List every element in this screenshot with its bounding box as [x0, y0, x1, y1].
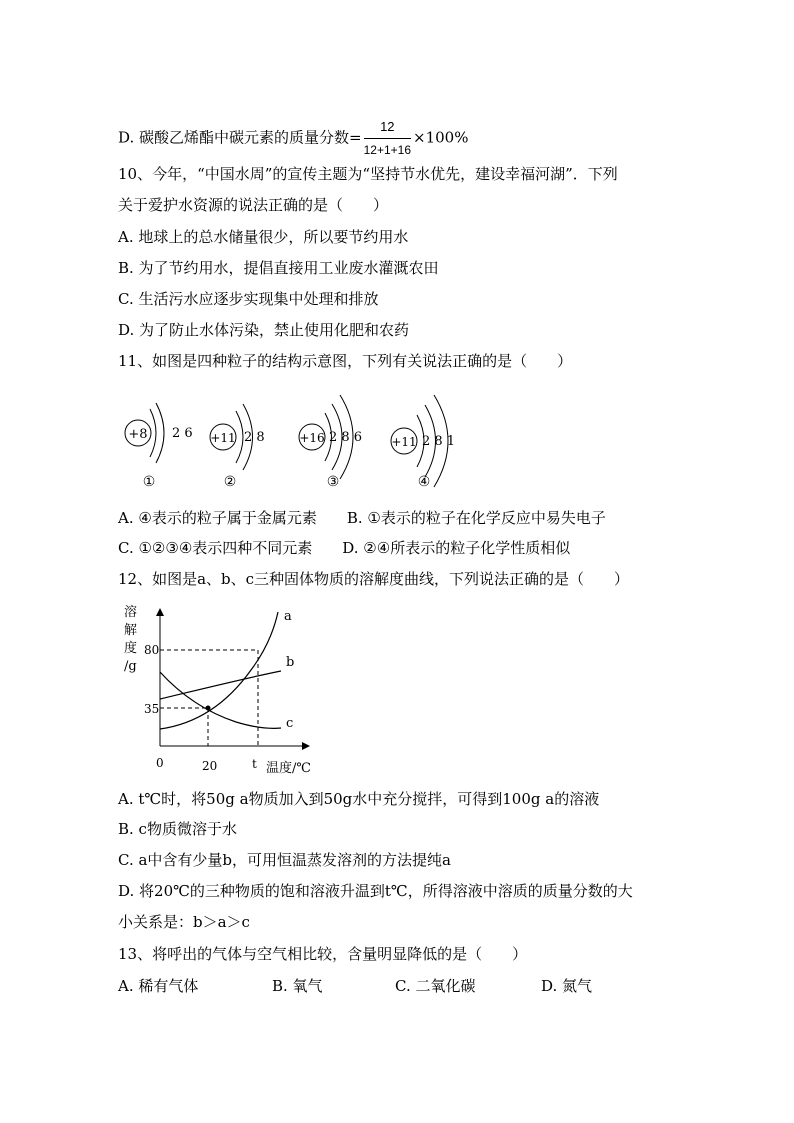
q12-option-c: C. a中含有少量b，可用恒温蒸发溶剂的方法提纯a [118, 851, 451, 869]
y-axis-label-4: /g [124, 659, 137, 674]
q13-stem: 13、将呼出的气体与空气相比较，含量明显降低的是（ ） [118, 945, 528, 963]
q10-option-c: C. 生活污水应逐步实现集中处理和排放 [118, 290, 379, 308]
fraction-denominator: 12+1+16 [363, 143, 411, 157]
q10-stem-line2: 关于爱护水资源的说法正确的是（ ） [118, 196, 389, 214]
intersection-point [206, 706, 211, 711]
particle-1-label: ① [142, 474, 156, 490]
particle-4-label: ④ [417, 474, 431, 490]
x-tick-t: t [252, 757, 257, 771]
q10-option-b: B. 为了节约用水，提倡直接用工业废水灌溉农田 [118, 259, 439, 277]
q11-stem: 11、如图是四种粒子的结构示意图，下列有关说法正确的是（ ） [118, 352, 573, 370]
y-axis-label-2: 解 [124, 623, 138, 638]
particle-2-nucleus: +11 [210, 431, 236, 445]
x-tick-0: 0 [156, 756, 164, 770]
particle-1-shells: 2 6 [172, 426, 193, 441]
particle-3-shells: 2 8 6 [329, 430, 363, 445]
particle-2-label: ② [223, 474, 237, 490]
q12-option-a: A. t℃时，将50g a物质加入到50g水中充分搅拌，可得到100g a的溶液 [118, 790, 600, 808]
q13-option-c: C. 二氧化碳 [395, 977, 476, 995]
particle-3-nucleus: +16 [299, 431, 325, 445]
curve-c-label: c [286, 716, 294, 731]
x-axis-label: 温度/℃ [266, 761, 311, 776]
fraction-numerator: 12 [364, 117, 411, 139]
q12-option-d-line1: D. 将20℃的三种物质的饱和溶液升温到t℃，所得溶液中溶质的质量分数的大 [118, 882, 633, 900]
q12-option-d-line2: 小关系是：b＞a＞c [118, 913, 250, 931]
q13-option-d: D. 氮气 [541, 977, 593, 995]
curve-c [160, 672, 281, 728]
x-tick-20: 20 [202, 759, 218, 773]
y-axis-label-1: 溶 [124, 605, 138, 620]
solubility-curve-chart [116, 600, 326, 780]
curve-a [160, 612, 278, 729]
q13-option-b: B. 氧气 [272, 977, 323, 995]
y-tick-35: 35 [144, 702, 160, 716]
mass-fraction [364, 117, 411, 160]
y-tick-80: 80 [144, 643, 160, 657]
q11-options-line2: C. ①②③④表示四种不同元素 D. ②④所表示的粒子化学性质相似 [118, 539, 571, 557]
q9-option-d-suffix: ×100% [413, 128, 469, 147]
curve-a-label: a [284, 609, 292, 624]
q10-option-d: D. 为了防止水体污染，禁止使用化肥和农药 [118, 321, 410, 339]
q12-option-b: B. c物质微溶于水 [118, 820, 237, 838]
q13-option-a: A. 稀有气体 [118, 977, 199, 995]
particle-1-nucleus: +8 [128, 427, 148, 442]
particle-2-shells: 2 8 [244, 430, 265, 445]
q11-options-line1: A. ④表示的粒子属于金属元素 B. ①表示的粒子在化学反应中易失电子 [118, 509, 606, 527]
y-axis-label-3: 度 [124, 641, 138, 656]
q9-option-d-text: D. 碳酸乙烯酯中碳元素的质量分数= [118, 128, 362, 147]
particle-3-label: ③ [326, 474, 340, 490]
particle-4-shells: 2 8 1 [422, 434, 456, 449]
curve-b [160, 671, 281, 699]
q10-stem-line1: 10、今年，“中国水周”的宣传主题为“坚持节水优先，建设幸福河湖”．下列 [118, 165, 618, 183]
particle-4-nucleus: +11 [391, 435, 417, 449]
q10-option-a: A. 地球上的总水储量很少，所以要节约用水 [118, 228, 409, 246]
atom-structure-diagrams [110, 385, 490, 495]
q9-option-d [118, 117, 468, 160]
q12-stem: 12、如图是a、b、c三种固体物质的溶解度曲线，下列说法正确的是（ ） [118, 570, 630, 588]
q13-options [118, 976, 592, 996]
curve-b-label: b [286, 655, 295, 670]
